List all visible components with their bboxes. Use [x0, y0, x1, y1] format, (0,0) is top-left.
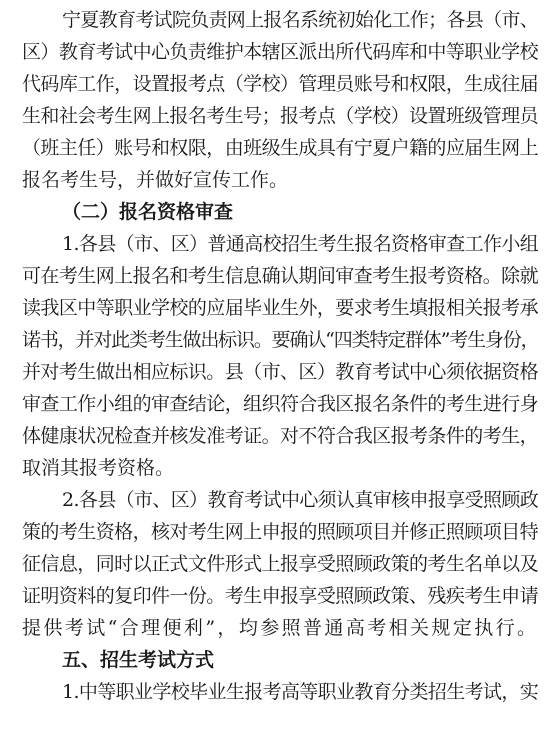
paragraph-2-line-7: 体健康状况检查并核发准考证。对不符合我区报考条件的考生， — [22, 425, 539, 447]
paragraph-1-line-4: 生和社会考生网上报名考生号；报考点（学校）设置班级管理员 — [22, 105, 539, 127]
paragraph-2-line-2: 可在考生网上报名和考生信息确认期间审查考生报考资格。除就 — [22, 265, 539, 287]
paragraph-3-line-5: 提供考试“合理便利”，均参照普通高考相关规定执行。 — [22, 617, 539, 639]
paragraph-2-line-4: 诺书，并对此类考生做出标识。要确认“四类特定群体”考生身份， — [22, 329, 539, 351]
section-heading-exam-method: 五、招生考试方式 — [62, 649, 215, 671]
paragraph-1-line-6: 报名考生号，并做好宣传工作。 — [22, 169, 289, 191]
paragraph-2-line-3: 读我区中等职业学校的应届毕业生外，要求考生填报相关报考承 — [22, 297, 539, 319]
paragraph-4-line-1: 1.中等职业学校毕业生报考高等职业教育分类招生考试，实 — [62, 681, 539, 703]
paragraph-2-line-6: 审查工作小组的审查结论，组织符合我区报名条件的考生进行身 — [22, 393, 539, 415]
section-heading-eligibility-review: （二）报名资格审查 — [62, 201, 234, 223]
paragraph-1-line-1: 宁夏教育考试院负责网上报名系统初始化工作；各县（市、 — [62, 9, 539, 31]
paragraph-2-line-8: 取消其报考资格。 — [22, 457, 175, 479]
paragraph-1-line-5: （班主任）账号和权限，由班级生成具有宁夏户籍的应届生网上 — [22, 137, 539, 159]
paragraph-3-line-1: 2.各县（市、区）教育考试中心须认真审核申报享受照顾政 — [62, 489, 539, 511]
paragraph-2-line-5: 并对考生做出相应标识。县（市、区）教育考试中心须依据资格 — [22, 361, 539, 383]
paragraph-3-line-3: 征信息，同时以正式文件形式上报享受照顾政策的考生名单以及 — [22, 553, 539, 575]
paragraph-3-line-2: 策的考生资格，核对考生网上申报的照顾项目并修正照顾项目特 — [22, 521, 539, 543]
paragraph-1-line-2: 区）教育考试中心负责维护本辖区派出所代码库和中等职业学校 — [22, 41, 539, 63]
paragraph-2-line-1: 1.各县（市、区）普通高校招生考生报名资格审查工作小组 — [62, 233, 539, 255]
paragraph-3-line-4: 证明资料的复印件一份。考生申报享受照顾政策、残疾考生申请 — [22, 585, 539, 607]
paragraph-1-line-3: 代码库工作，设置报考点（学校）管理员账号和权限，生成往届 — [22, 73, 539, 95]
